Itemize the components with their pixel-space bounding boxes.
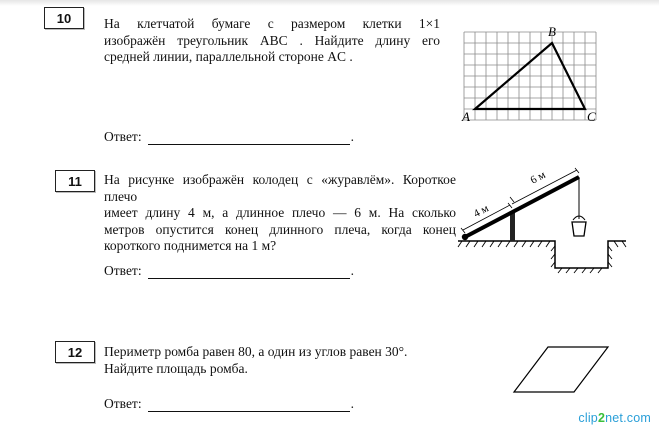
task-11-line-4: короткого поднимется на 1 м? bbox=[104, 238, 277, 253]
task-12-answer: Ответ: . bbox=[104, 396, 354, 411]
short-arm-label: 4 м bbox=[471, 202, 491, 221]
crane-post bbox=[510, 212, 515, 241]
task-11-answer: Ответ: . bbox=[104, 263, 354, 278]
vertex-b-label: B bbox=[548, 24, 556, 39]
task-12-line-2: Найдите площадь ромба. bbox=[104, 360, 248, 376]
task-11-text bbox=[104, 172, 456, 255]
task-12-number-box bbox=[55, 341, 95, 363]
task-10-line-1: На клетчатой бумаге с размером клетки 1×1 bbox=[104, 16, 440, 31]
task-10-answer-label: Ответ: bbox=[104, 129, 142, 144]
watermark-suffix: net.com bbox=[605, 411, 651, 425]
rhombus-figure bbox=[508, 342, 618, 402]
task-10-line-2: изображён треугольник ABC . Найдите длину его bbox=[104, 32, 440, 48]
task-11-number-box bbox=[55, 170, 95, 192]
task-11-number: 11 bbox=[68, 173, 82, 189]
lever-short-end bbox=[462, 234, 468, 240]
task-10-text bbox=[104, 16, 440, 66]
task-10-number: 10 bbox=[56, 10, 72, 26]
vertex-c-label: C bbox=[587, 109, 596, 124]
task-10-answer: Ответ: . bbox=[104, 129, 354, 144]
dimension-lines bbox=[461, 168, 579, 233]
task-11-answer-field[interactable] bbox=[148, 266, 350, 279]
task-10-number-box bbox=[44, 7, 84, 29]
task-12-answer-field[interactable] bbox=[148, 399, 350, 412]
task-11-line-1: На рисунке изображён колодец с «журавлём». Короткое плечо bbox=[104, 172, 456, 204]
task-10-line-3: средней линии, параллельной стороне AC . bbox=[104, 49, 353, 64]
vertex-a-label: A bbox=[462, 109, 470, 124]
task-10-grid bbox=[464, 32, 596, 120]
task-11-answer-label: Ответ: bbox=[104, 263, 142, 278]
rhombus bbox=[514, 347, 608, 392]
task-12-line-1: Периметр ромба равен 80, а один из углов равен 30°. bbox=[104, 344, 408, 359]
task-12-number: 12 bbox=[67, 344, 83, 360]
watermark bbox=[578, 411, 651, 425]
task-12-answer-label: Ответ: bbox=[104, 396, 142, 411]
task-10-answer-field[interactable] bbox=[148, 132, 350, 145]
task-10-grid-figure bbox=[456, 22, 606, 122]
watermark-prefix: clip bbox=[578, 411, 598, 425]
long-arm-label: 6 м bbox=[528, 168, 548, 187]
watermark-highlight: 2 bbox=[597, 411, 606, 425]
well-crane-figure bbox=[458, 162, 628, 272]
task-12-text bbox=[104, 344, 454, 377]
bucket bbox=[572, 222, 586, 236]
page-top-edge bbox=[0, 0, 659, 6]
task-11-line-3: метров опустится конец длинного плеча, когда конец bbox=[104, 221, 456, 237]
task-11-line-2: имеет длину 4 м, а длинное плечо — 6 м. На сколько bbox=[104, 205, 456, 220]
